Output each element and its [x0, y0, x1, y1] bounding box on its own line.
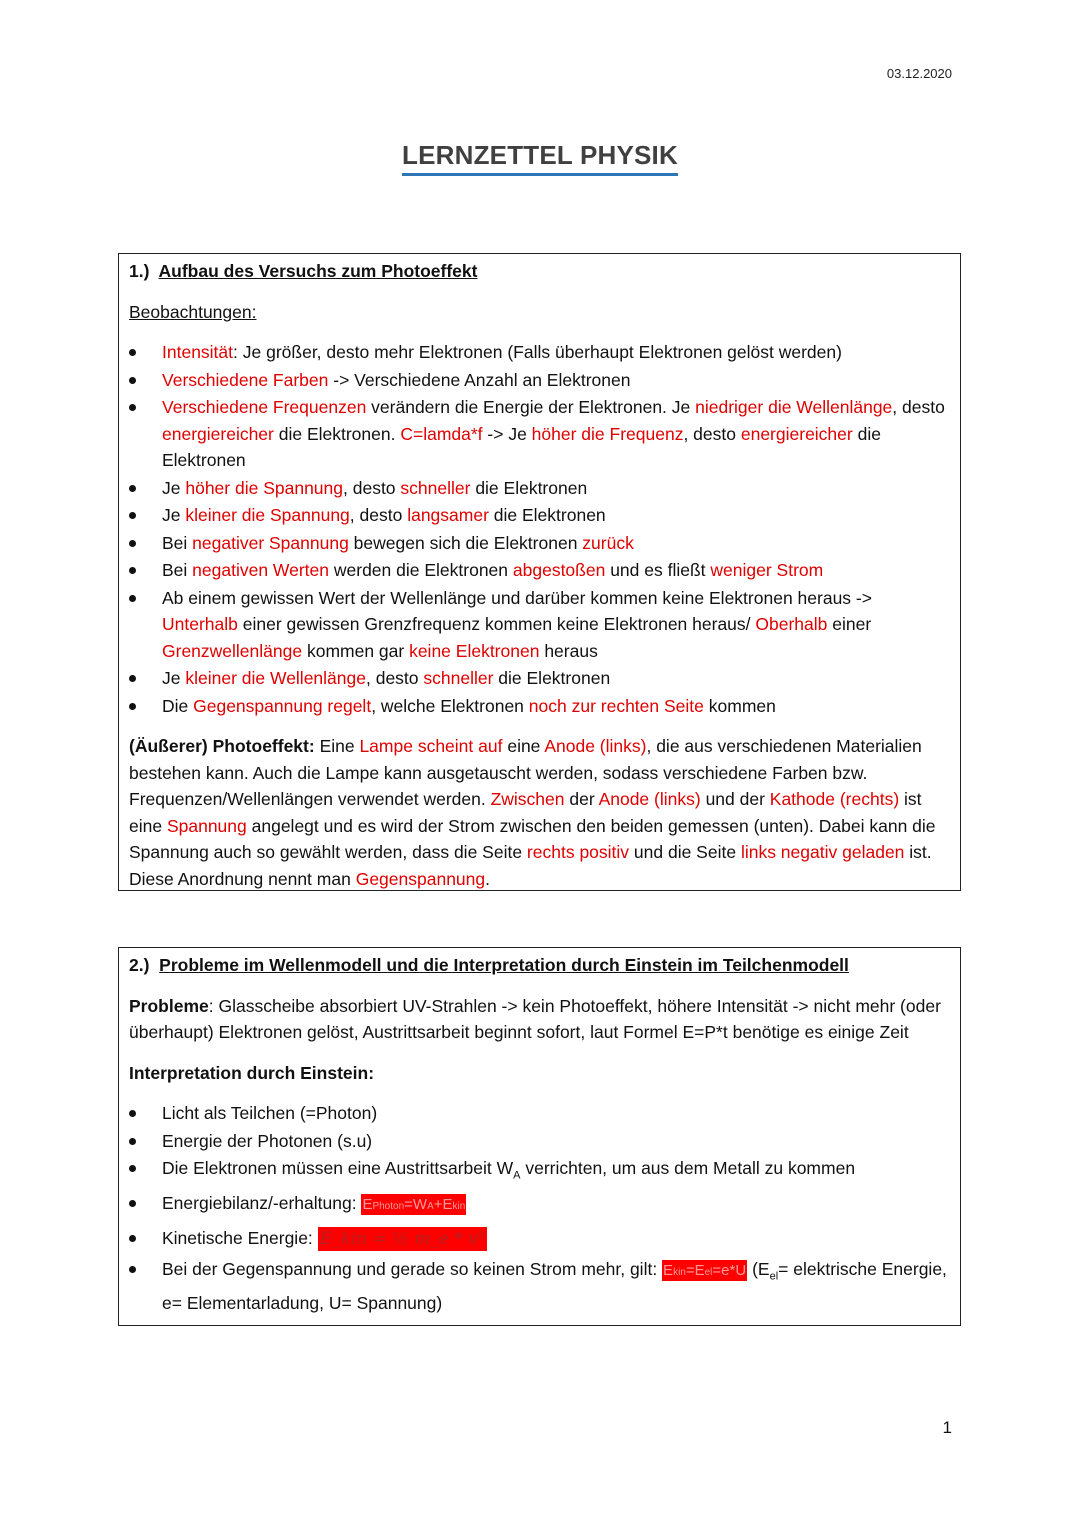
highlighted-term: negativer Spannung: [192, 532, 349, 553]
text-run: verändern die Energie der Elektronen. Je: [366, 397, 696, 417]
highlighted-term: negativen Werten: [192, 560, 330, 580]
list-item: [129, 1128, 948, 1155]
text-run: , desto: [365, 668, 424, 688]
text-run: die Elektronen: [493, 668, 611, 688]
text-run: (Äußerer) Photoeffekt:: [129, 736, 315, 756]
list-item-text: Kinetische Energie:: [162, 1227, 318, 1248]
highlighted-term: noch zur rechten Seite: [528, 695, 704, 716]
text-run: Bei: [162, 560, 193, 580]
text-run: , desto: [683, 423, 741, 444]
highlighted-term: geladen: [842, 842, 905, 862]
subscript: A: [513, 1169, 521, 1182]
highlighted-term: keine Elektronen: [409, 640, 540, 661]
section-title: Probleme im Wellenmodell und die Interpretation durch Einstein im Teilchenmodell: [159, 955, 849, 975]
observations-label: Beobachtungen:: [129, 301, 257, 322]
highlighted-term: weniger Strom: [710, 560, 824, 580]
text-run: Eine: [314, 736, 360, 756]
list-item: [129, 475, 948, 502]
list-item-text: Die Elektronen müssen eine Austrittsarbeit W: [162, 1158, 514, 1178]
highlighted-term: Gegenspannung: [355, 868, 486, 889]
highlighted-term: links negativ: [740, 842, 838, 862]
text-run: werden die Elektronen: [329, 560, 513, 580]
highlighted-term: kleiner die Wellenlänge: [185, 668, 366, 688]
text-run: einer gewissen Grenzfrequenz kommen keine Elektronen heraus/: [237, 614, 756, 634]
section-number: 2.): [129, 955, 150, 975]
problems-paragraph: [129, 993, 948, 1046]
list-item: [129, 502, 948, 529]
list-item: [129, 665, 948, 692]
list-item: [129, 1155, 948, 1189]
text-run: Die: [162, 695, 194, 716]
text-run: bewegen sich die Elektronen: [348, 532, 583, 553]
highlighted-term: Spannung: [166, 815, 247, 836]
highlighted-term: niedriger die Wellenlänge: [695, 397, 893, 417]
page-number: 1: [942, 1418, 952, 1437]
highlighted-term: langsamer: [407, 505, 489, 525]
page-title-wrapper: [0, 140, 1080, 176]
text-run: Je: [162, 505, 186, 525]
list-item: [129, 394, 948, 474]
list-item: [129, 367, 948, 394]
text-run: und der: [700, 789, 770, 809]
list-item-text: Energiebilanz/-erhaltung:: [162, 1193, 362, 1213]
highlighted-term: Oberhalb: [755, 614, 828, 634]
text-run: Je: [162, 477, 186, 498]
highlighted-term: Grenzwellenlänge: [162, 640, 303, 661]
list-item: [129, 693, 948, 720]
problems-label: Probleme: [129, 995, 209, 1016]
date: 03.12.2020: [886, 66, 952, 81]
text-run: , desto: [349, 505, 408, 525]
text-run: und es fließt: [605, 560, 711, 580]
list-item: [129, 1256, 948, 1317]
text-run: -> Je: [482, 423, 532, 444]
list-item: [129, 585, 948, 665]
section-heading: [129, 258, 948, 285]
problems-text: : Glasscheibe absorbiert UV-Strahlen -> kein Photoeffekt, höhere Intensität -> nicht mehr (oder überhaupt) Elektronen gelöst, Austrittsarbeit beginnt sofort, laut Formel E=P*t benötige es einige Zeit: [129, 995, 941, 1042]
energy-balance-formula: EPhoton=WA+Ekin: [362, 1196, 466, 1213]
list-item: [129, 557, 948, 584]
list-item: [129, 1225, 948, 1253]
highlighted-term: C=lamda*f: [400, 423, 483, 444]
list-item: [129, 339, 948, 366]
text-run: Je: [162, 668, 186, 688]
highlighted-term: Anode (links): [544, 736, 647, 756]
section-title: Aufbau des Versuchs zum Photoeffekt: [158, 261, 478, 281]
highlighted-term: schneller: [400, 477, 471, 498]
highlighted-term: höher die Spannung: [185, 477, 343, 498]
list-item: [129, 530, 948, 557]
section-heading: [129, 952, 948, 979]
text-run: , welche Elektronen: [371, 695, 529, 716]
kinetic-energy-formula: E_kin = ½ m_e * v²: [319, 1228, 485, 1249]
interpretation-label: Interpretation durch Einstein:: [129, 1062, 375, 1083]
text-run: Bei: [162, 532, 193, 553]
text-run: der: [564, 789, 599, 809]
highlighted-term: kleiner die Spannung: [185, 505, 350, 525]
highlighted-term: Zwischen: [490, 789, 565, 809]
text-run: angelegt und es wird der Strom zwischen den beiden gemessen (unten). Dabei kann die Spannung auch so gewählt werden, dass die Seite: [129, 815, 936, 862]
text-run: ist. Diese Anordnung nennt man: [129, 842, 932, 889]
highlighted-term: schneller: [423, 668, 494, 688]
text-run: , desto: [343, 477, 401, 498]
section-box-einstein: [118, 947, 961, 1326]
interpretation-list: [129, 1100, 948, 1317]
highlighted-term: höher die Frequenz: [531, 423, 684, 444]
highlighted-term: Anode (links): [598, 789, 701, 809]
list-item: [129, 1100, 948, 1127]
text-run: heraus: [539, 640, 598, 661]
highlighted-term: Gegenspannung regelt: [193, 695, 372, 716]
highlighted-term: zurück: [582, 532, 634, 553]
list-item: [129, 1190, 948, 1221]
list-item-text: verrichten, um aus dem Metall zu kommen: [520, 1158, 856, 1178]
text-run: eine: [502, 736, 545, 756]
highlighted-term: Intensität: [162, 342, 234, 362]
text-run: , desto: [892, 397, 945, 417]
photoeffect-paragraph: [129, 733, 948, 892]
highlighted-term: energiereicher: [162, 423, 274, 444]
list-item-text: Licht als Teilchen (=Photon): [162, 1103, 378, 1123]
highlighted-term: Kathode (rechts): [769, 789, 900, 809]
text-run: : Je größer, desto mehr Elektronen (Falls überhaupt Elektronen gelöst werden): [233, 342, 842, 362]
highlighted-term: Unterhalb: [162, 614, 238, 634]
text-run: kommen gar: [302, 640, 410, 661]
text-run: die Elektronen.: [273, 423, 401, 444]
list-item-text: Bei der Gegenspannung und gerade so keinen Strom mehr, gilt:: [162, 1259, 663, 1279]
text-run: kommen: [703, 695, 776, 716]
list-item-text: Energie der Photonen (s.u): [162, 1130, 373, 1151]
list-item-text: = elektrische Energie, e= Elementarladung, U= Spannung): [162, 1259, 947, 1313]
text-run: die Elektronen: [488, 505, 606, 525]
text-run: die Elektronen: [162, 423, 881, 470]
subscript: el: [769, 1270, 779, 1283]
text-run: .: [485, 868, 490, 889]
text-run: die Elektronen: [470, 477, 588, 498]
text-run: und die Seite: [629, 842, 741, 862]
highlighted-term: Verschiedene Frequenzen: [162, 397, 367, 417]
page-title: LERNZETTEL PHYSIK: [402, 140, 678, 176]
text-run: -> Verschiedene Anzahl an Elektronen: [328, 369, 631, 390]
text-run: ist eine: [129, 789, 922, 836]
text-run: , die aus verschiedenen Materialien bestehen kann. Auch die Lampe kann ausgetauscht werden, sodass verschiedene Farben bzw. Frequenzen/Wellenlängen verwendet werden.: [129, 736, 922, 809]
section-box-photoeffect: [118, 253, 961, 891]
highlighted-term: Lampe scheint auf: [359, 736, 503, 756]
section-number: 1.): [129, 261, 150, 281]
text-run: Ab einem gewissen Wert der Wellenlänge und darüber kommen keine Elektronen heraus ->: [162, 587, 872, 608]
list-item-text: (E: [747, 1259, 770, 1279]
highlighted-term: abgestoßen: [512, 560, 606, 580]
highlighted-term: energiereicher: [740, 423, 853, 444]
text-run: einer: [827, 614, 872, 634]
highlighted-term: Verschiedene Farben: [162, 369, 329, 390]
observations-list: [129, 339, 948, 719]
highlighted-term: rechts positiv: [526, 842, 630, 862]
counter-voltage-formula: Ekin=Eel=e*U: [663, 1262, 747, 1279]
